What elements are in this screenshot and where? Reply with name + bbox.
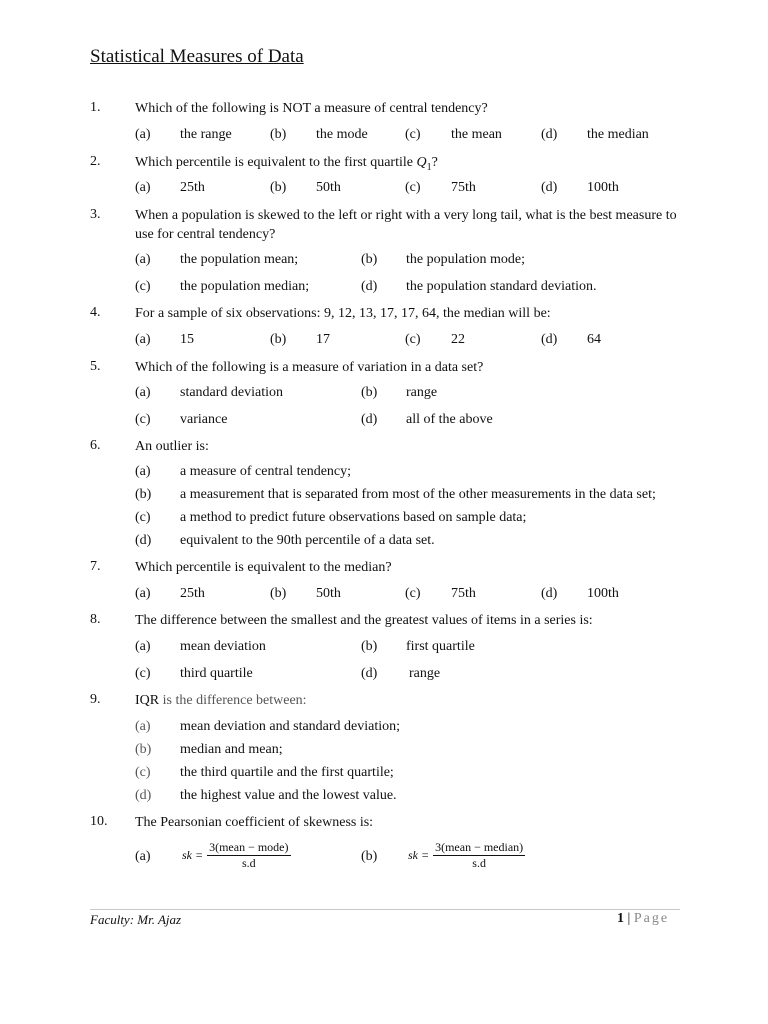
q6-option-d: equivalent to the 90th percentile of a data set. <box>180 533 435 548</box>
q6-option-b: a measurement that is separated from most of the other measurements in the data set; <box>180 487 656 502</box>
q1-option-d: the median <box>587 127 649 142</box>
q10-formula-a <box>182 840 291 871</box>
q3-label-b: (b) <box>361 252 378 267</box>
question-5-text: Which of the following is a measure of variation in a data set? <box>135 360 484 375</box>
q9-label-a: (a) <box>135 719 151 734</box>
q9-option-a: mean deviation and standard deviation; <box>180 719 401 734</box>
q10-b-denominator: s.d <box>472 856 486 870</box>
q2-label-c: (c) <box>405 180 421 195</box>
question-6-text: An outlier is: <box>135 439 209 454</box>
q8-option-d: range <box>409 666 441 681</box>
question-1-text: Which of the following is NOT a measure of central tendency? <box>135 101 488 116</box>
q4-option-a: 15 <box>180 332 194 347</box>
q2-option-c: 75th <box>451 180 476 195</box>
q8-label-b: (b) <box>361 639 378 654</box>
q1-option-b: the mode <box>316 127 368 142</box>
footer-page-indicator: 1 | Page <box>617 911 670 926</box>
q4-option-c: 22 <box>451 332 465 347</box>
q9-label-c: (c) <box>135 765 151 780</box>
page-word: Page <box>633 911 670 926</box>
q2-option-a: 25th <box>180 180 205 195</box>
q7-option-c: 75th <box>451 586 476 601</box>
q8-label-c: (c) <box>135 666 151 681</box>
q6-label-b: (b) <box>135 487 152 502</box>
footer-faculty: Faculty: Mr. Ajaz <box>90 912 182 927</box>
question-10-text: The Pearsonian coefficient of skewness is: <box>135 815 374 830</box>
question-2-number: 2. <box>90 154 101 169</box>
q8-option-c: third quartile <box>180 666 253 681</box>
question-6-number: 6. <box>90 438 101 453</box>
question-4-number: 4. <box>90 305 101 320</box>
q7-option-a: 25th <box>180 586 205 601</box>
q6-option-c: a method to predict future observations based on sample data; <box>180 510 527 525</box>
q1-label-d: (d) <box>541 127 558 142</box>
q9-option-d: the highest value and the lowest value. <box>180 788 397 803</box>
q10-label-a: (a) <box>135 849 151 864</box>
q6-label-d: (d) <box>135 533 152 548</box>
question-9-number: 9. <box>90 692 101 707</box>
question-7-number: 7. <box>90 559 101 574</box>
q3-label-c: (c) <box>135 279 151 294</box>
q7-label-b: (b) <box>270 586 287 601</box>
q3-option-d: the population standard deviation. <box>406 279 597 294</box>
question-7-text: Which percentile is equivalent to the median? <box>135 560 392 575</box>
q10-label-b: (b) <box>361 849 378 864</box>
q8-label-a: (a) <box>135 639 151 654</box>
q6-option-a: a measure of central tendency; <box>180 464 352 479</box>
q9-option-b: median and mean; <box>180 742 283 757</box>
q4-option-d: 64 <box>587 332 601 347</box>
q7-label-c: (c) <box>405 586 421 601</box>
page-number: 1 <box>617 911 624 926</box>
q10-b-numerator: 3(mean − median) <box>435 840 524 854</box>
q9-option-c: the third quartile and the first quartile; <box>180 765 394 780</box>
question-2-text: Which percentile is equivalent to the first quartile $Q_1$? <box>135 155 438 173</box>
q4-label-b: (b) <box>270 332 287 347</box>
q7-option-b: 50th <box>316 586 341 601</box>
footer-divider <box>90 909 680 910</box>
q5-label-c: (c) <box>135 412 151 427</box>
question-1-number: 1. <box>90 100 101 115</box>
q2-label-b: (b) <box>270 180 287 195</box>
q10-formula-b <box>408 840 525 871</box>
q1-option-a: the range <box>180 127 232 142</box>
question-8-text: The difference between the smallest and the greatest values of items in a series is: <box>135 613 593 628</box>
q7-option-d: 100th <box>587 586 619 601</box>
q3-option-b: the population mode; <box>406 252 525 267</box>
q4-option-b: 17 <box>316 332 330 347</box>
q2-label-a: (a) <box>135 180 151 195</box>
q6-label-a: (a) <box>135 464 151 479</box>
q8-option-a: mean deviation <box>180 639 266 654</box>
q8-label-d: (d) <box>361 666 378 681</box>
q9-label-d: (d) <box>135 788 152 803</box>
q3-label-d: (d) <box>361 279 378 294</box>
q4-label-a: (a) <box>135 332 151 347</box>
question-4-text: For a sample of six observations: 9, 12, 13, 17, 17, 64, the median will be: <box>135 306 551 321</box>
q10-a-denominator: s.d <box>241 856 256 870</box>
q9-label-b: (b) <box>135 742 152 757</box>
q2-label-d: (d) <box>541 180 558 195</box>
question-9-text: IQR is the difference between: <box>135 693 307 708</box>
q6-label-c: (c) <box>135 510 151 525</box>
q5-option-d: all of the above <box>406 412 493 427</box>
q7-label-d: (d) <box>541 586 558 601</box>
question-5-number: 5. <box>90 359 101 374</box>
question-3-number: 3. <box>90 207 101 222</box>
q1-label-b: (b) <box>270 127 287 142</box>
q10-a-numerator: 3(mean − mode) <box>209 840 289 854</box>
question-8-number: 8. <box>90 612 101 627</box>
q2-option-d: 100th <box>587 180 619 195</box>
q4-label-c: (c) <box>405 332 421 347</box>
q5-label-b: (b) <box>361 385 378 400</box>
question-3-text: When a population is skewed to the left or right with a very long tail, what is the best measure to use for central tendency? <box>135 208 677 242</box>
q5-option-b: range <box>406 385 438 400</box>
q8-option-b: first quartile <box>406 639 475 654</box>
q3-label-a: (a) <box>135 252 151 267</box>
q1-label-c: (c) <box>405 127 421 142</box>
page-title: Statistical Measures of Data <box>90 46 304 67</box>
q5-option-c: variance <box>180 412 228 427</box>
q2-option-b: 50th <box>316 180 341 195</box>
q5-option-a: standard deviation <box>180 385 284 400</box>
q1-label-a: (a) <box>135 127 151 142</box>
q1-option-c: the mean <box>451 127 502 142</box>
q3-option-a: the population mean; <box>180 252 299 267</box>
question-10-number: 10. <box>90 814 108 829</box>
q10-a-lhs: sk = <box>182 848 204 862</box>
q3-option-c: the population median; <box>180 279 310 294</box>
q7-label-a: (a) <box>135 586 151 601</box>
q5-label-a: (a) <box>135 385 151 400</box>
q4-label-d: (d) <box>541 332 558 347</box>
q5-label-d: (d) <box>361 412 378 427</box>
q10-b-lhs: sk = <box>408 848 430 862</box>
